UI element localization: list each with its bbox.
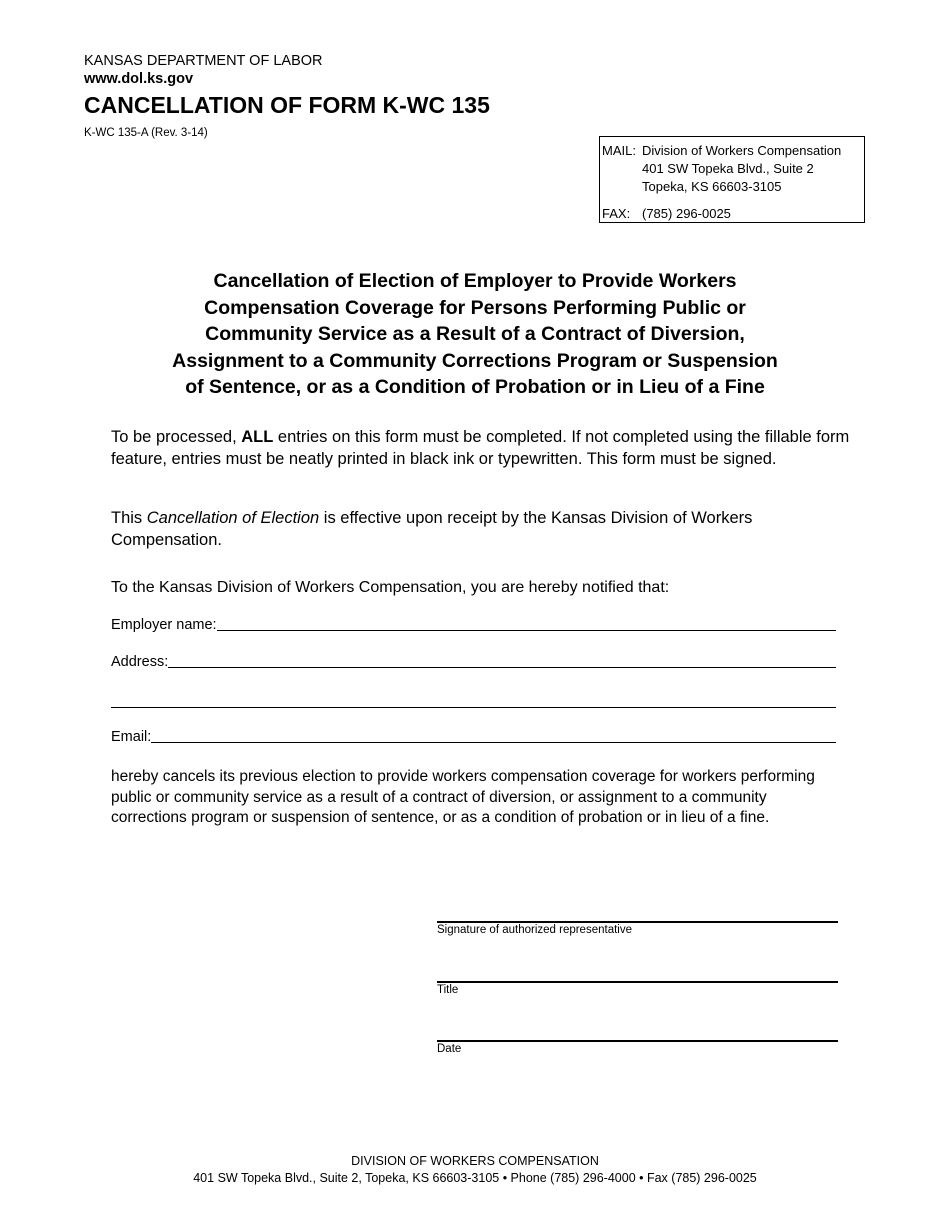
- title-line[interactable]: [437, 981, 838, 996]
- agency-name: KANSAS DEPARTMENT OF LABOR: [84, 53, 323, 69]
- fax-line: [602, 205, 864, 223]
- mail-fax-box: [599, 136, 865, 223]
- website-link[interactable]: www.dol.ks.gov: [84, 71, 194, 87]
- address-field: [111, 654, 836, 670]
- signature-label: Signature of authorized representative: [437, 924, 632, 936]
- date-line[interactable]: [437, 1040, 838, 1055]
- address-line-2-input[interactable]: [111, 707, 836, 708]
- effective-text: is effective upon receipt by the Kansas Division of Workers Compensation.: [111, 509, 753, 549]
- heading-line: Community Service as a Result of a Contract of Diversion,: [205, 323, 745, 345]
- instructions-emphasis: ALL: [241, 428, 274, 446]
- heading-line: Assignment to a Community Corrections Program or Suspension: [172, 349, 778, 372]
- mail-address-line: Topeka, KS 66603-3105: [642, 179, 782, 194]
- email-input[interactable]: [151, 742, 836, 743]
- fax-label: FAX:: [602, 206, 631, 221]
- heading-line: Cancellation of Election of Employer to Provide Workers: [213, 270, 737, 292]
- form-heading: [100, 268, 850, 401]
- footer-division: DIVISION OF WORKERS COMPENSATION: [351, 1154, 599, 1168]
- address-input[interactable]: [168, 667, 836, 668]
- instructions-text: entries on this form must be completed. If not completed using the fillable form feature, entries must be neatly printed in black ink or typewritten. This form must be signed.: [111, 428, 850, 468]
- footer-contact: 401 SW Topeka Blvd., Suite 2, Topeka, KS 66603-3105 • Phone (785) 296-4000 • Fax (785) 296-0025: [193, 1171, 757, 1185]
- fax-number: (785) 296-0025: [642, 206, 731, 221]
- address-line-2-field: [111, 692, 836, 710]
- email-label: Email:: [111, 729, 152, 745]
- mail-label: MAIL:: [602, 143, 636, 158]
- mail-address-line: Division of Workers Compensation: [642, 143, 842, 158]
- effective-paragraph: [111, 507, 851, 551]
- cancellation-statement: hereby cancels its previous election to provide workers compensation coverage for workers performing public or community service as a result of a contract of diversion, or assignment to a community corrections program or suspension of sentence, or as a condition of probation or in lieu of a fine.: [111, 768, 815, 826]
- effective-text: This: [111, 509, 147, 527]
- instructions-text: To be processed,: [111, 428, 242, 446]
- signature-line[interactable]: [437, 921, 838, 936]
- title-label: Title: [437, 984, 459, 996]
- mail-line-3: [602, 178, 864, 196]
- form-title: CANCELLATION OF FORM K-WC 135: [84, 92, 490, 118]
- address-label: Address:: [111, 654, 169, 670]
- employer-name-label: Employer name:: [111, 617, 217, 633]
- instructions-paragraph: [111, 426, 851, 470]
- mail-address-line: 401 SW Topeka Blvd., Suite 2: [642, 161, 814, 176]
- mail-line-2: [602, 160, 864, 178]
- employer-name-field: [111, 617, 836, 633]
- mail-line-1: [602, 142, 864, 160]
- heading-line: Compensation Coverage for Persons Performing Public or: [204, 296, 746, 319]
- form-code: K-WC 135-A (Rev. 3-14): [84, 127, 208, 139]
- date-label: Date: [437, 1043, 462, 1055]
- heading-line: of Sentence, or as a Condition of Probation or in Lieu of a Fine: [185, 376, 765, 398]
- email-field: [111, 729, 836, 745]
- effective-emphasis: Cancellation of Election: [146, 509, 320, 527]
- employer-name-input[interactable]: [217, 630, 836, 631]
- notification-text: To the Kansas Division of Workers Compensation, you are hereby notified that:: [111, 579, 670, 596]
